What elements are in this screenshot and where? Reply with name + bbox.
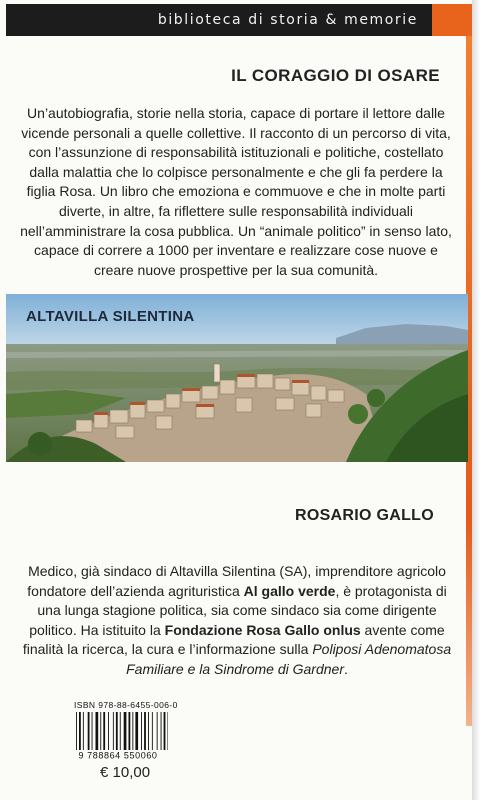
series-name: biblioteca di storia & memorie [157, 12, 418, 28]
barcode-bar [76, 712, 77, 754]
price: € 10,00 [100, 764, 151, 781]
barcode-bar [164, 712, 166, 754]
barcode-bar [157, 712, 158, 750]
barcode-bar [83, 712, 84, 750]
author-name: ROSARIO GALLO [294, 507, 434, 524]
barcode-bar [96, 712, 99, 750]
barcode-bar [148, 712, 149, 750]
town-photo [6, 294, 468, 462]
bio-text: , è protagonista di una lunga stagione politica, sia come sindaco sia come dirigente politico. Ha istituito la [29, 582, 447, 638]
book-title: IL CORAGGIO DI OSARE [231, 66, 440, 85]
barcode-bar [100, 712, 101, 750]
barcode-bar [113, 712, 114, 750]
barcode-bar [103, 712, 105, 750]
barcode-bar [152, 712, 153, 750]
isbn-number: ISBN 978-88-6455-006-0 [74, 700, 178, 710]
barcode-image [66, 712, 168, 760]
barcode-bar [141, 712, 142, 750]
barcode-bar [161, 712, 162, 750]
barcode-bar [88, 712, 90, 750]
series-bar [6, 4, 432, 36]
barcode-bar [124, 712, 127, 754]
barcode-bar [116, 712, 118, 750]
page-edge [472, 0, 480, 800]
barcode-bar [120, 712, 121, 754]
photo-caption: ALTAVILLA SILENTINA [26, 308, 195, 325]
barcode-bar [108, 712, 109, 750]
barcode-bar [79, 712, 81, 754]
bio-disease-name: Poliposi Adenomatosa Familiare e la Sindrome di Gardner [126, 641, 452, 677]
barcode-block [66, 700, 178, 760]
barcode-bar [135, 712, 138, 750]
author-bio [22, 562, 452, 679]
orange-accent-tab [432, 4, 472, 36]
barcode-bar [168, 712, 169, 754]
bio-foundation-name: Fondazione Rosa Gallo onlus [164, 621, 361, 638]
barcode-digits: 9 788864 550060 [78, 750, 158, 760]
barcode-bar [132, 712, 133, 750]
book-synopsis: Un’autobiografia, storie nella storia, capace di portare il lettore dalle vicende personali a quelle collettive. Il racconto di un percorso di vita, con l’assunzione di responsabilità istituzionali e politiche, costellato dalla malattia che lo colpisce personalmente e che gli fa perdere la figlia Rosa. Un libro che emoziona e commuove e che in molte parti diverte, in altre, fa riflettere sulle responsabilità individuali nell’amministrare la cosa pubblica. Un “animale politico” in senso lato, capace di correre a 1000 per inventare e realizzare cose nuove e creare nuove prospettive per la sua comunità. [20, 105, 452, 278]
barcode-bar [129, 712, 131, 750]
barcode-bar [144, 712, 146, 750]
bio-farm-name: Al gallo verde [243, 582, 336, 599]
bio-text: . [343, 660, 348, 677]
bio-text: Medico, già sindaco di Altavilla Silentina (SA), imprenditore agricolo fondatore dell’azienda agrituristica [27, 563, 446, 599]
barcode-bar [92, 712, 93, 750]
bio-text: avente come finalità la ricerca, la cura e l’informazione sulla [22, 621, 445, 657]
